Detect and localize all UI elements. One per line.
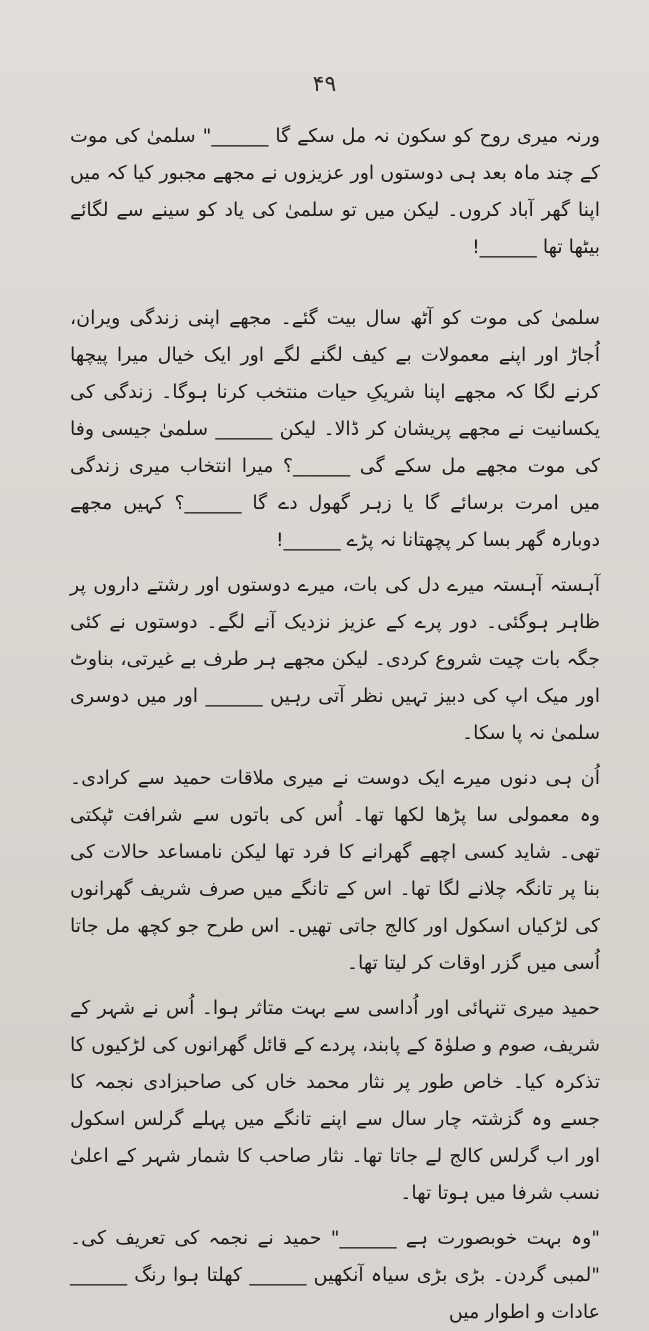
paragraph-1: ورنہ میری روح کو سکون نہ مل سکے گا ______" سلمیٰ کی موت کے چند ماہ بعد ہی دوستوں اور عزیزوں نے مجھے مجبور کیا کہ میں اپنا گھر آباد کروں۔ لیکن میں تو سلمیٰ کی یاد کو سینے سے لگائے بیٹھا تھا ______! bbox=[70, 125, 600, 258]
paragraph-3: آہستہ آہستہ میرے دل کی بات، میرے دوستوں اور رشتے داروں پر ظاہر ہوگئی۔ دور پرے کے عزیز نزدیک آنے لگے۔ دوستوں نے کئی جگہ بات چیت شروع کردی۔ لیکن مجھے ہر طرف بے غیرتی، بناوٹ اور میک اپ کی دبیز تہیں نظر آتی رہیں ______ اور میں دوسری سلمیٰ نہ پا سکا۔ bbox=[70, 574, 600, 744]
paragraph-6: "وہ بہت خوبصورت ہے ______" حمید نے نجمہ کی تعریف کی۔ "لمبی گردن۔ بڑی بڑی سیاہ آنکھیں ______ کھلتا ہوا رنگ ______ عادات و اطوار میں bbox=[70, 1227, 600, 1323]
paragraph-2: سلمیٰ کی موت کو آٹھ سال بیت گئے۔ مجھے اپنی زندگی ویران، اُجاڑ اور اپنے معمولات بے کیف لگنے لگے اور ایک خیال میرا پیچھا کرنے لگا کہ مجھے اپنا شریکِ حیات منتخب کرنا ہوگا۔ زندگی کی یکسانیت نے مجھے پریشان کر ڈالا۔ لیکن ______ سلمیٰ جیسی وفا کی موت مجھے مل سکے گی ______؟ میرا انتخاب میری زندگی میں امرت برسائے گا یا زہر گھول دے گا ______؟ کہیں مجھے دوبارہ گھر بسا کر پچھتانا نہ پڑے ______! bbox=[70, 307, 600, 551]
paragraph-5: حمید میری تنہائی اور اُداسی سے بہت متاثر ہوا۔ اُس نے شہر کے شریف، صوم و صلوٰۃ کے پابند، پردے کے قائل گھرانوں کی لڑکیوں کا تذکرہ کیا۔ خاص طور پر نثار محمد خاں کی صاحبزادی نجمہ کا جسے وہ گزشتہ چار سال سے اپنے تانگے میں پہلے گرلس اسکول اور اب گرلس کالج لے جاتا تھا۔ نثار صاحب کا شمار شہر کے اعلیٰ نسب شرفا میں ہوتا تھا۔ bbox=[70, 997, 600, 1204]
page-body bbox=[70, 118, 600, 1331]
page-number: ۴۹ bbox=[312, 72, 337, 97]
paragraph-4: اُن ہی دنوں میرے ایک دوست نے میری ملاقات حمید سے کرادی۔ وہ معمولی سا پڑھا لکھا تھا۔ اُس کی باتوں سے شرافت ٹپکتی تھی۔ شاید کسی اچھے گھرانے کا فرد تھا لیکن نامساعد حالات کی بنا پر تانگہ چلانے لگا تھا۔ اس کے تانگے میں صرف شریف گھرانوں کی لڑکیاں اسکول اور کالج جاتی تھیں۔ اس طرح جو کچھ مل جاتا اُسی میں گزر اوقات کر لیتا تھا۔ bbox=[70, 767, 600, 974]
